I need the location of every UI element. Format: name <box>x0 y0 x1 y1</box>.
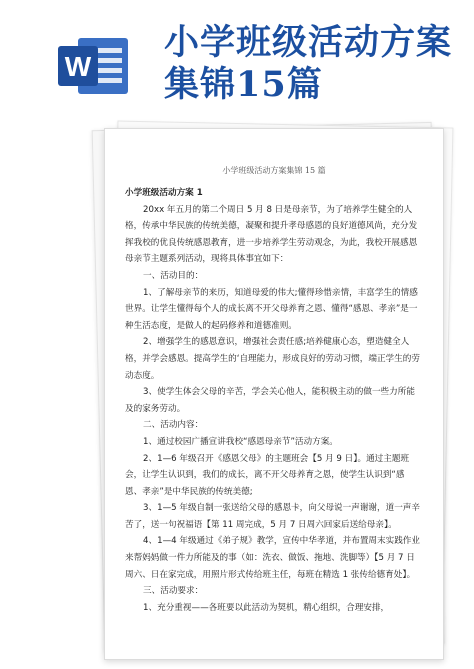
paragraph: 1、通过校园广播宣讲我校“感恩母亲节”活动方案。 <box>143 436 338 447</box>
paragraph: 3、1—5 年级自制一张送给父母的感恩卡，向父母说一声谢谢，道一声辛苦了，送一句祝福语【第 11 周完成，5 月 7 日周六回家后送给母亲】。 <box>125 503 420 530</box>
paragraph: 2、增强学生的感恩意识，增强社会责任感;培养健康心态，塑造健全人格，并学会感恩。提高学生的‘自理能力，形成良好的劳动习惯，端正学生的劳动态度。 <box>125 337 420 381</box>
running-head: 小学班级活动方案集锦 15 篇 <box>222 166 326 175</box>
word-document-icon <box>56 34 132 98</box>
paragraph: 20xx 年五月的第二个周日 5 月 8 日是母亲节，为了培养学生健全的人格，传承中华民族的传统美德，凝聚和提升孝母感恩的良好道德风尚，充分发挥我校的优良传统感恩教育，进一步培养学生劳动观念，为此，我校开展感恩母亲节主题系列活动，现将具体事宜如下： <box>125 204 418 265</box>
paragraph: 1、了解母亲节的来历，知道母爱的伟大;懂得珍惜亲情，丰富学生的情感世界。让学生懂得每个人的成长离不开父母养育之恩、懂得“感恩、孝亲”是一种生活态度，是做人的起码修养和道德准则。 <box>125 287 418 331</box>
paragraph: 1、充分重视——各班要以此活动为契机，精心组织，合理安排， <box>143 602 390 613</box>
title-line-1: 小学班级活动方案 <box>164 22 453 63</box>
heading-purpose: 一、活动目的： <box>143 270 204 281</box>
paragraph: 3、使学生体会父母的辛苦，学会关心他人，能积极主动的做一些力所能及的家务劳动。 <box>125 387 415 414</box>
title-line-2: 集锦15篇 <box>164 64 323 105</box>
document-body <box>125 185 421 616</box>
section-title: 小学班级活动方案 1 <box>125 188 203 198</box>
paragraph: 4、1—4 年级通过《弟子规》教学，宣传中华孝道，并布置周末实践作业来帮妈妈做一件力所能及的事（如：洗衣、做饭、拖地、洗脚等）【5 月 7 日周六、日在家完成，用照片形式传给班主任，每班在精选 1 张传给德育处】。 <box>125 536 420 580</box>
word-logo-letter: W <box>64 51 92 82</box>
document-page <box>104 128 444 660</box>
heading-content: 二、活动内容： <box>143 420 204 431</box>
document-title <box>164 22 464 106</box>
heading-requirements: 三、活动要求： <box>143 586 204 597</box>
paragraph: 2、1—6 年级召开《感恩父母》的主题班会【5 月 9 日】。通过主题班会，让学生认识到，我们的成长，离不开父母养育之恩，使学生认识到“感恩、孝亲”是中华民族的传统美德; <box>125 453 410 497</box>
